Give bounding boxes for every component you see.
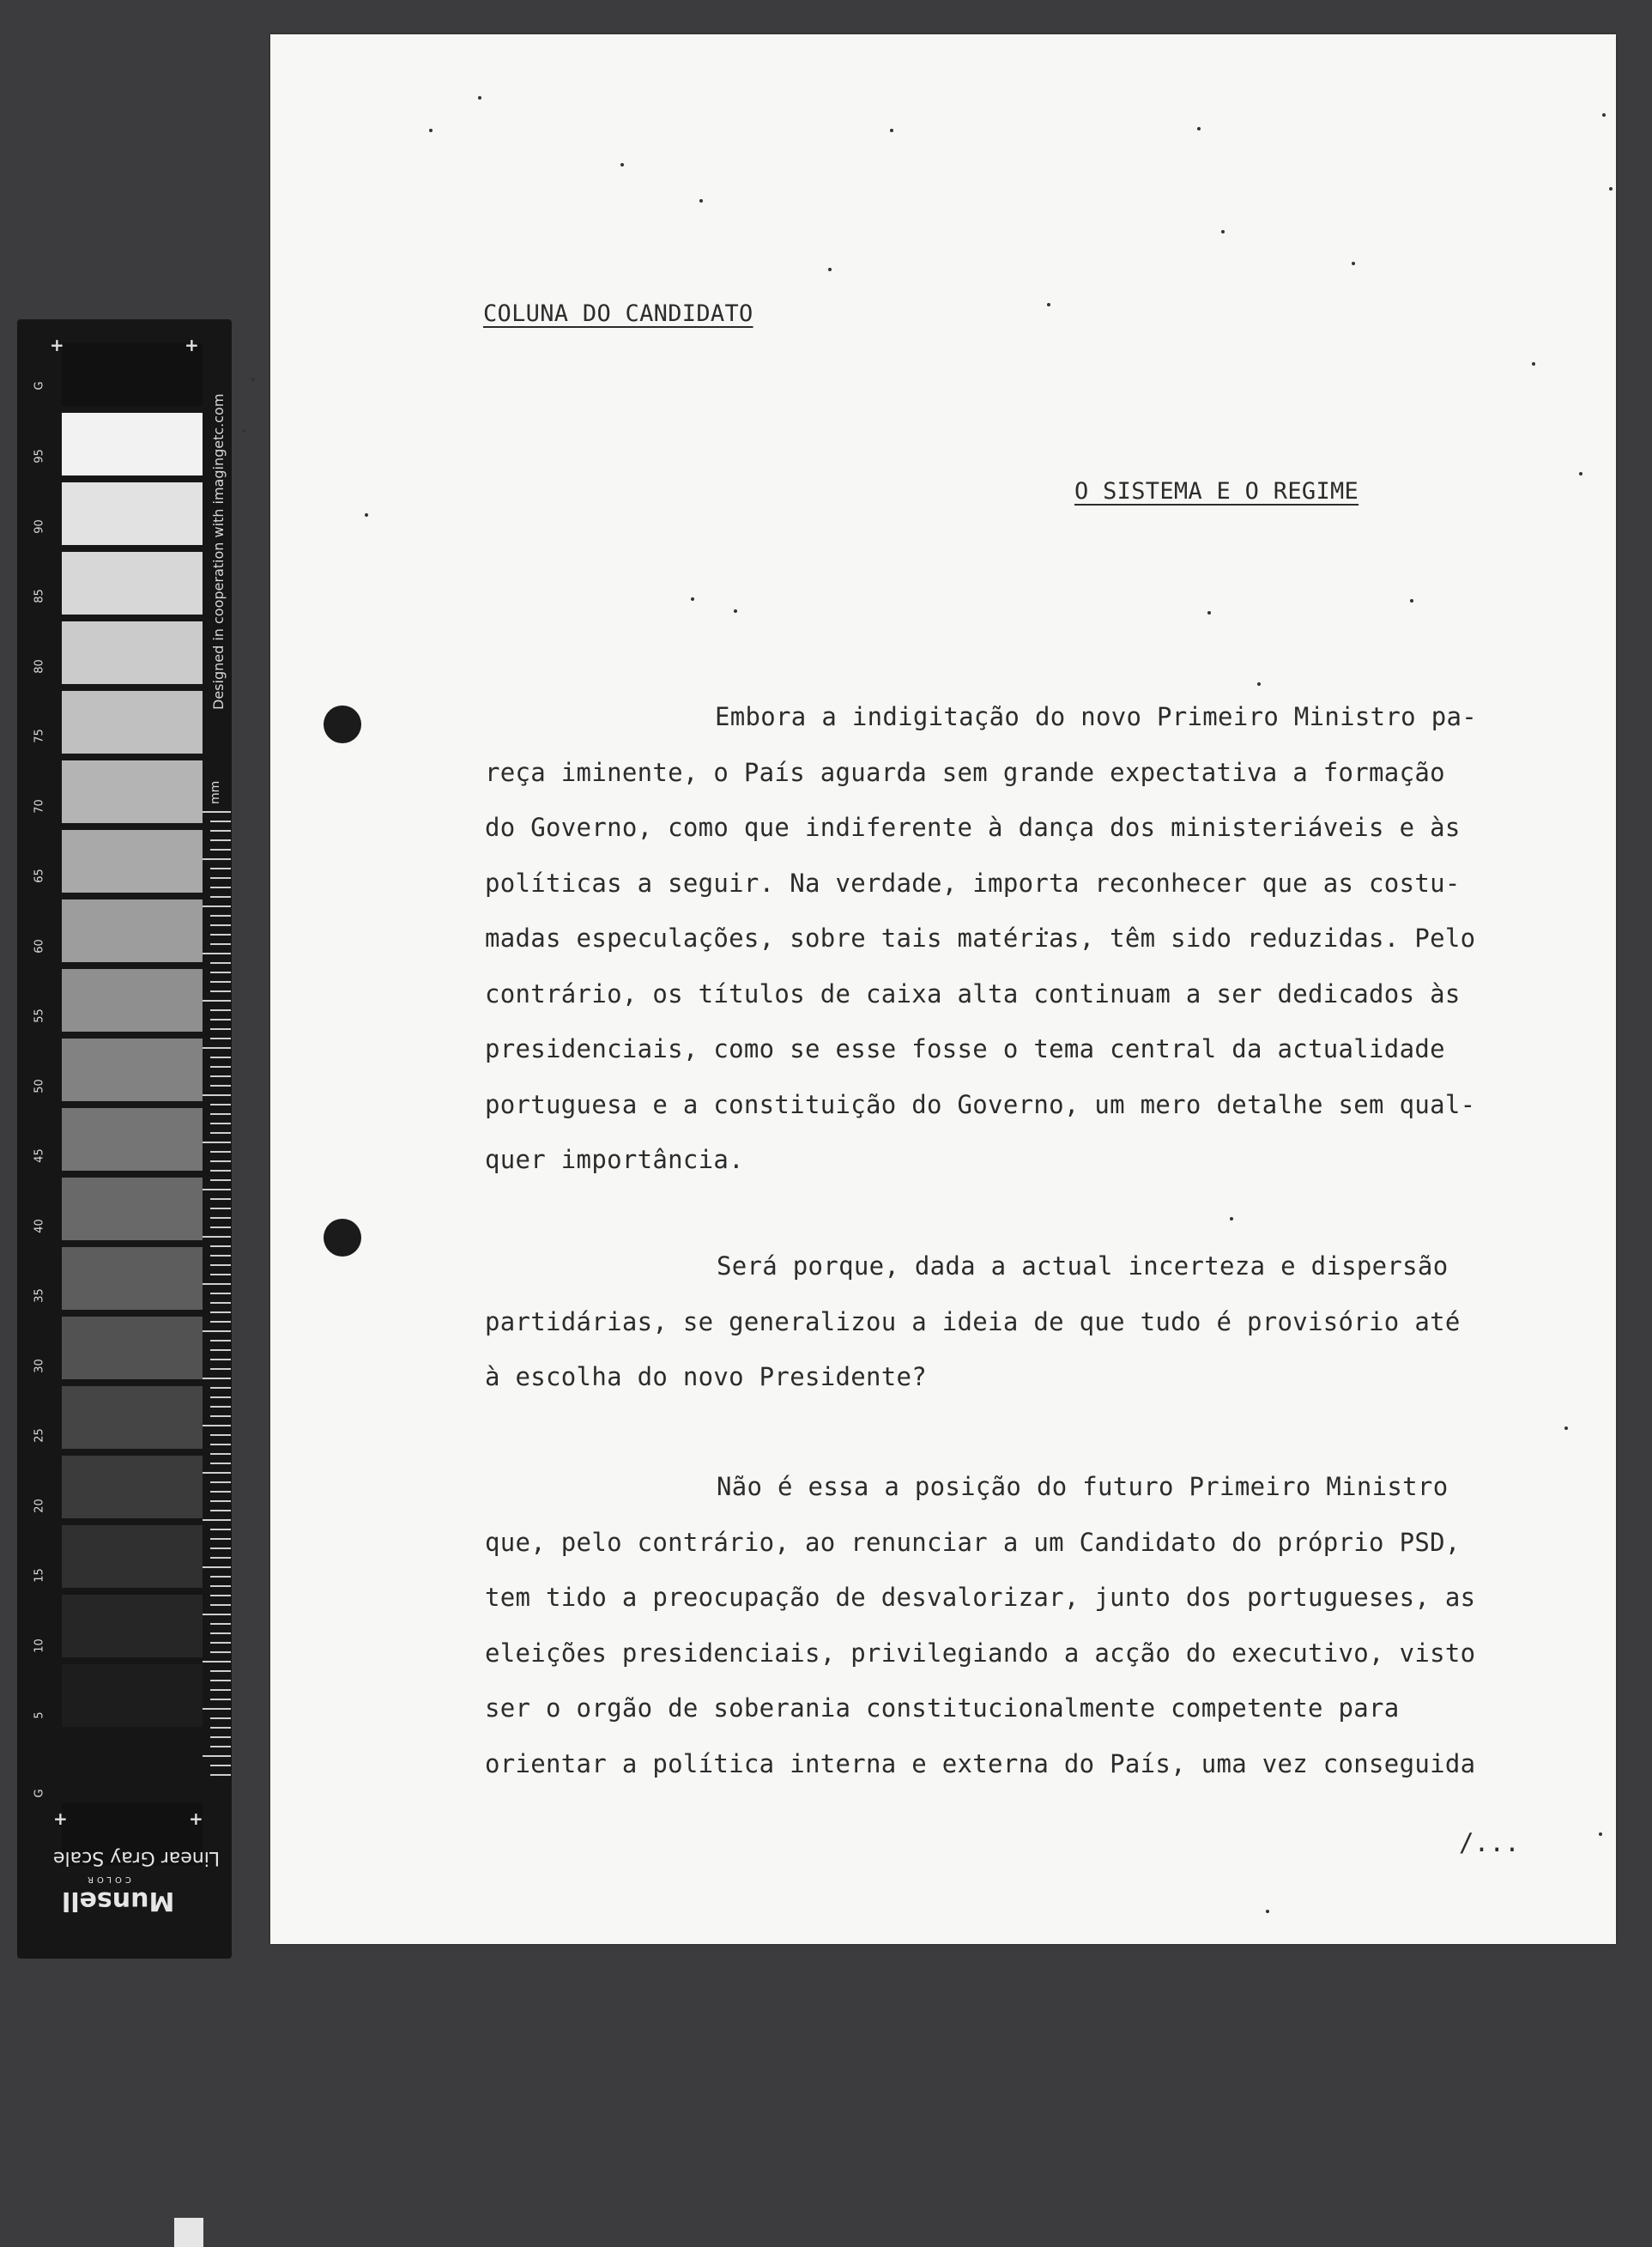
gs-step-label: 55 xyxy=(33,1008,46,1023)
gs-step-label: 50 xyxy=(33,1078,46,1093)
mm-ruler xyxy=(210,811,231,1781)
paper-speck xyxy=(1564,1426,1568,1430)
registration-mark: + xyxy=(185,335,199,355)
gs-brand-name: Munsell xyxy=(62,1886,175,1916)
paper-speck xyxy=(1352,262,1355,265)
paper-speck xyxy=(251,378,255,381)
gray-swatch xyxy=(62,1734,203,1796)
typed-line: quer importância. xyxy=(485,1145,744,1174)
punch-hole xyxy=(324,1219,361,1257)
gray-swatch xyxy=(62,1317,203,1379)
paper-speck xyxy=(1197,127,1201,130)
paper-speck xyxy=(734,609,737,613)
gray-swatch xyxy=(62,969,203,1032)
paper-speck xyxy=(890,129,893,132)
paper-speck xyxy=(365,513,368,517)
gs-step-label: 35 xyxy=(33,1288,46,1303)
typed-line: portuguesa e a constituição do Governo, um mero detalhe sem qual- xyxy=(485,1089,1476,1119)
paper-speck xyxy=(1410,599,1413,603)
typed-page xyxy=(270,34,1616,1944)
typed-line: Embora a indigitação do novo Primeiro Ministro pa- xyxy=(715,702,1477,731)
typed-line: contrário, os títulos de caixa alta continuam a ser dedicados às xyxy=(485,978,1461,1008)
paper-speck xyxy=(1221,230,1225,233)
gs-step-label: 20 xyxy=(33,1498,46,1513)
gray-swatch xyxy=(62,1664,203,1727)
typed-line: Não é essa a posição do futuro Primeiro Ministro xyxy=(717,1472,1449,1501)
column-heading: COLUNA DO CANDIDATO xyxy=(483,300,753,327)
gray-swatch xyxy=(62,1525,203,1588)
typed-line: partidárias, se generalizou a ideia de que tudo é provisório até xyxy=(485,1306,1461,1336)
gray-swatch xyxy=(62,621,203,684)
paper-speck xyxy=(1047,303,1050,306)
paper-speck xyxy=(828,268,832,271)
gs-step-label: 65 xyxy=(33,869,46,883)
gs-step-label: 10 xyxy=(33,1638,46,1653)
paper-speck xyxy=(1579,472,1582,475)
gray-swatch xyxy=(62,830,203,893)
gray-swatch xyxy=(62,552,203,615)
gs-top-letter: G xyxy=(33,381,46,391)
gs-bottom-letter: G xyxy=(33,1789,46,1798)
gray-swatch xyxy=(62,482,203,545)
typed-line: que, pelo contrário, ao renunciar a um Candidato do próprio PSD, xyxy=(485,1527,1461,1557)
munsell-logo-icon xyxy=(174,2218,203,2247)
gray-swatch xyxy=(62,1595,203,1657)
gray-swatch xyxy=(62,899,203,962)
gs-step-label: 15 xyxy=(33,1568,46,1583)
continuation-mark: /... xyxy=(1459,1828,1521,1857)
mm-ruler-major-ticks xyxy=(203,811,213,1781)
paper-speck xyxy=(1599,1832,1602,1836)
gray-swatch xyxy=(62,1247,203,1310)
typed-line: ser o orgão de soberania constitucionalmente competente para xyxy=(485,1693,1400,1723)
paper-speck xyxy=(1609,187,1613,191)
gray-swatch xyxy=(62,1386,203,1449)
gray-swatch xyxy=(62,1456,203,1518)
typed-line: do Governo, como que indiferente à dança dos ministeriáveis e às xyxy=(485,813,1461,842)
gs-step-label: 5 xyxy=(33,1711,46,1719)
gray-swatch xyxy=(62,343,203,406)
typed-line: eleições presidenciais, privilegiando a acção do executivo, visto xyxy=(485,1638,1476,1668)
punch-hole xyxy=(324,706,361,743)
paper-speck xyxy=(242,429,245,433)
typed-line: tem tido a preocupação de desvalorizar, junto dos portugueses, as xyxy=(485,1583,1476,1612)
paper-speck xyxy=(699,199,703,203)
paper-speck xyxy=(1266,1910,1269,1913)
paper-speck xyxy=(620,163,624,167)
typed-line: madas especulações, sobre tais matérias, têm sido reduzidas. Pelo xyxy=(485,924,1476,953)
typed-line: à escolha do novo Presidente? xyxy=(485,1362,928,1391)
gs-step-label: 80 xyxy=(33,658,46,674)
typed-line: reça iminente, o País aguarda sem grande expectativa a formação xyxy=(485,757,1445,787)
gs-ruler-unit: mm xyxy=(209,780,222,804)
gray-swatch xyxy=(62,760,203,823)
paper-speck xyxy=(691,597,694,601)
paper-speck xyxy=(1230,1217,1233,1220)
gray-scale-card xyxy=(17,319,232,1959)
gray-swatch xyxy=(62,1178,203,1240)
gs-step-label: 85 xyxy=(33,589,46,603)
typed-line: orientar a política interna e externa do País, uma vez conseguida xyxy=(485,1748,1476,1778)
typed-line: presidenciais, como se esse fosse o tema central da actualidade xyxy=(485,1034,1445,1063)
gs-credit-text: Designed in cooperation with imagingetc.com xyxy=(210,393,227,710)
registration-mark: + xyxy=(50,335,64,355)
registration-mark: + xyxy=(53,1808,68,1829)
gray-swatch xyxy=(62,413,203,475)
gray-swatch xyxy=(62,691,203,754)
gs-step-label: 25 xyxy=(33,1428,46,1443)
gs-step-label: 60 xyxy=(33,938,46,954)
page-title: O SISTEMA E O REGIME xyxy=(1074,478,1359,505)
gs-step-label: 95 xyxy=(33,449,46,463)
paper-speck xyxy=(429,129,433,132)
paper-speck xyxy=(478,96,481,100)
gs-step-label: 40 xyxy=(33,1218,46,1233)
gs-step-label: 75 xyxy=(33,729,46,743)
paper-speck xyxy=(1602,113,1606,117)
gray-swatch xyxy=(62,1108,203,1171)
paper-speck xyxy=(1532,362,1535,366)
paper-speck xyxy=(1207,611,1211,615)
gs-step-label: 90 xyxy=(33,518,46,534)
gs-step-label: 45 xyxy=(33,1148,46,1163)
paper-speck xyxy=(1257,682,1261,686)
typed-line: políticas a seguir. Na verdade, importa reconhecer que as costu- xyxy=(485,868,1461,898)
typed-line: Será porque, dada a actual incerteza e dispersão xyxy=(717,1251,1449,1281)
gray-swatch xyxy=(62,1039,203,1101)
gs-step-label: 70 xyxy=(33,798,46,814)
registration-mark: + xyxy=(189,1808,203,1829)
gs-brand-sub: COLOR xyxy=(84,1875,131,1884)
gs-brand-caption: Linear Gray Scale xyxy=(53,1847,221,1868)
gs-step-label: 30 xyxy=(33,1358,46,1373)
